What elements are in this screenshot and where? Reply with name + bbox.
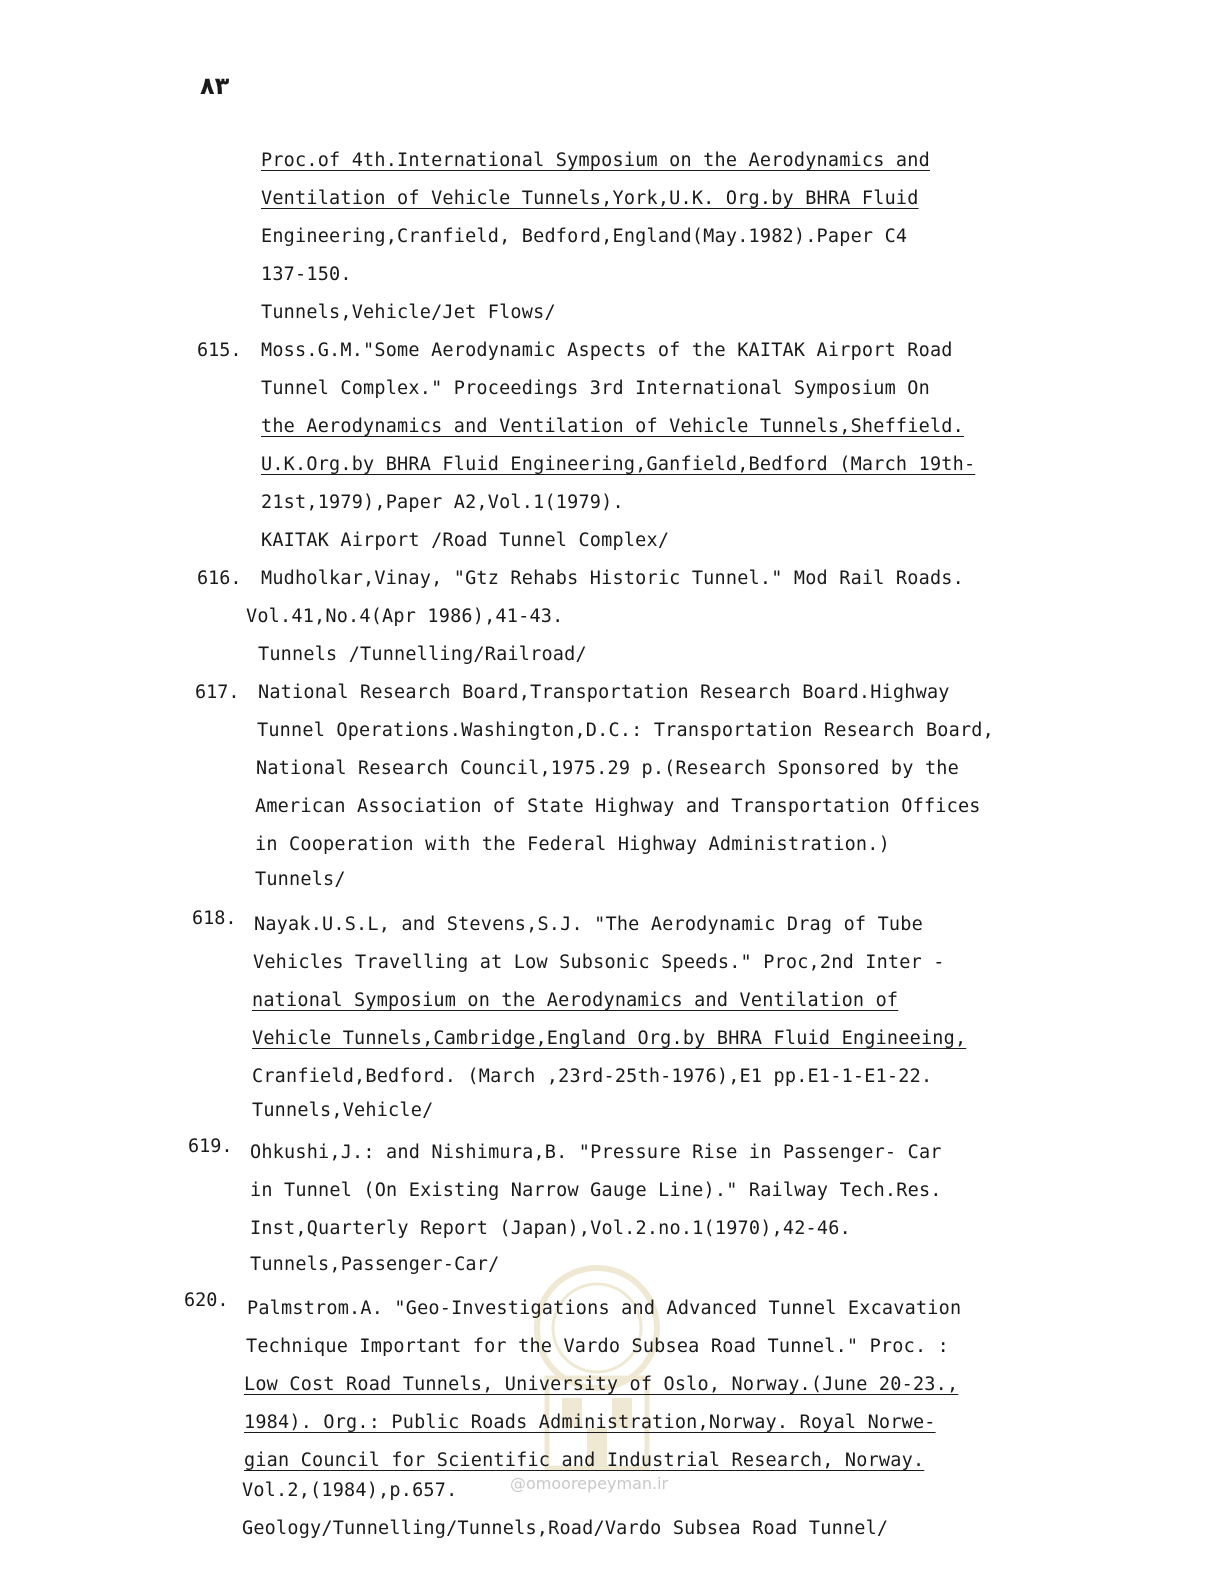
entry-619-keywords: Tunnels,Passenger-Car/	[250, 1254, 500, 1275]
entry-615-line: Tunnel Complex." Proceedings 3rd International Symposium On	[261, 378, 930, 399]
entry-617-line: Tunnel Operations.Washington,D.C.: Transportation Research Board,	[257, 720, 994, 741]
entry-618-line: Nayak.U.S.L, and Stevens,S.J. "The Aerodynamic Drag of Tube	[254, 914, 923, 935]
entry-620-line: 1984). Org.: Public Roads Administration,Norway. Royal Norwe-	[244, 1412, 936, 1433]
entry-615-line: 21st,1979),Paper A2,Vol.1(1979).	[261, 492, 624, 513]
entry-618-line: national Symposium on the Aerodynamics and Ventilation of	[252, 990, 899, 1011]
entry-614-line: 137-150.	[261, 264, 352, 285]
entry-615-line: Moss.G.M."Some Aerodynamic Aspects of the KAITAK Airport Road	[261, 340, 953, 361]
entry-617-line: National Research Council,1975.29 p.(Research Sponsored by the	[256, 758, 959, 779]
entry-618-number: 618.	[192, 908, 237, 929]
entry-617-number: 617.	[195, 682, 240, 703]
watermark-text: @omoorepeyman.ir	[510, 1474, 669, 1493]
entry-620-line: Technique Important for the Vardo Subsea Road Tunnel." Proc. :	[246, 1336, 949, 1357]
entry-618-line: Vehicles Travelling at Low Subsonic Speeds." Proc,2nd Inter -	[253, 952, 945, 973]
entry-620-line: Vol.2,(1984),p.657.	[242, 1480, 458, 1501]
entry-615-keywords: KAITAK Airport /Road Tunnel Complex/	[261, 530, 670, 551]
entry-614-line: Engineering,Cranfield, Bedford,England(May.1982).Paper C4	[261, 226, 908, 247]
entry-617-line: American Association of State Highway and Transportation Offices	[255, 796, 981, 817]
entry-620-line: Palmstrom.A. "Geo-Investigations and Advanced Tunnel Excavation	[247, 1298, 962, 1319]
page-number: ۸۳	[200, 72, 230, 100]
entry-620-keywords: Geology/Tunnelling/Tunnels,Road/Vardo Subsea Road Tunnel/	[242, 1518, 889, 1539]
entry-614-line: Proc.of 4th.International Symposium on the Aerodynamics and	[261, 150, 930, 171]
entry-620-line: gian Council for Scientific and Industrial Research, Norway.	[244, 1450, 925, 1471]
entry-614-line: Ventilation of Vehicle Tunnels,York,U.K. Org.by BHRA Fluid	[261, 188, 919, 209]
entry-616-keywords: Tunnels /Tunnelling/Railroad/	[258, 644, 587, 665]
entry-615-line: the Aerodynamics and Ventilation of Vehicle Tunnels,Sheffield.	[261, 416, 964, 437]
entry-618-line: Vehicle Tunnels,Cambridge,England Org.by BHRA Fluid Engineeing,	[252, 1028, 967, 1049]
entry-616-number: 616.	[197, 568, 242, 589]
entry-619-line: Ohkushi,J.: and Nishimura,B. "Pressure Rise in Passenger- Car	[250, 1142, 942, 1163]
entry-620-line: Low Cost Road Tunnels, University of Oslo, Norway.(June 20-23.,	[244, 1374, 959, 1395]
entry-614-keywords: Tunnels,Vehicle/Jet Flows/	[261, 302, 556, 323]
entry-618-keywords: Tunnels,Vehicle/	[252, 1100, 434, 1121]
entry-616-line: Vol.41,No.4(Apr 1986),41-43.	[246, 606, 564, 627]
entry-617-keywords: Tunnels/	[255, 869, 346, 890]
entry-617-line: in Cooperation with the Federal Highway Administration.)	[255, 834, 890, 855]
entry-617-line: National Research Board,Transportation Research Board.Highway	[258, 682, 950, 703]
entry-615-line: U.K.Org.by BHRA Fluid Engineering,Ganfield,Bedford (March 19th-	[261, 454, 976, 475]
entry-615-number: 615.	[197, 340, 242, 361]
entry-620-number: 620.	[184, 1290, 229, 1311]
entry-618-line: Cranfield,Bedford. (March ,23rd-25th-1976),E1 pp.E1-1-E1-22.	[252, 1066, 933, 1087]
entry-616-line: Mudholkar,Vinay, "Gtz Rehabs Historic Tunnel." Mod Rail Roads.	[261, 568, 964, 589]
entry-619-number: 619.	[188, 1136, 233, 1157]
entry-619-line: in Tunnel (On Existing Narrow Gauge Line)." Railway Tech.Res.	[250, 1180, 942, 1201]
entry-619-line: Inst,Quarterly Report (Japan),Vol.2.no.1(1970),42-46.	[250, 1218, 851, 1239]
